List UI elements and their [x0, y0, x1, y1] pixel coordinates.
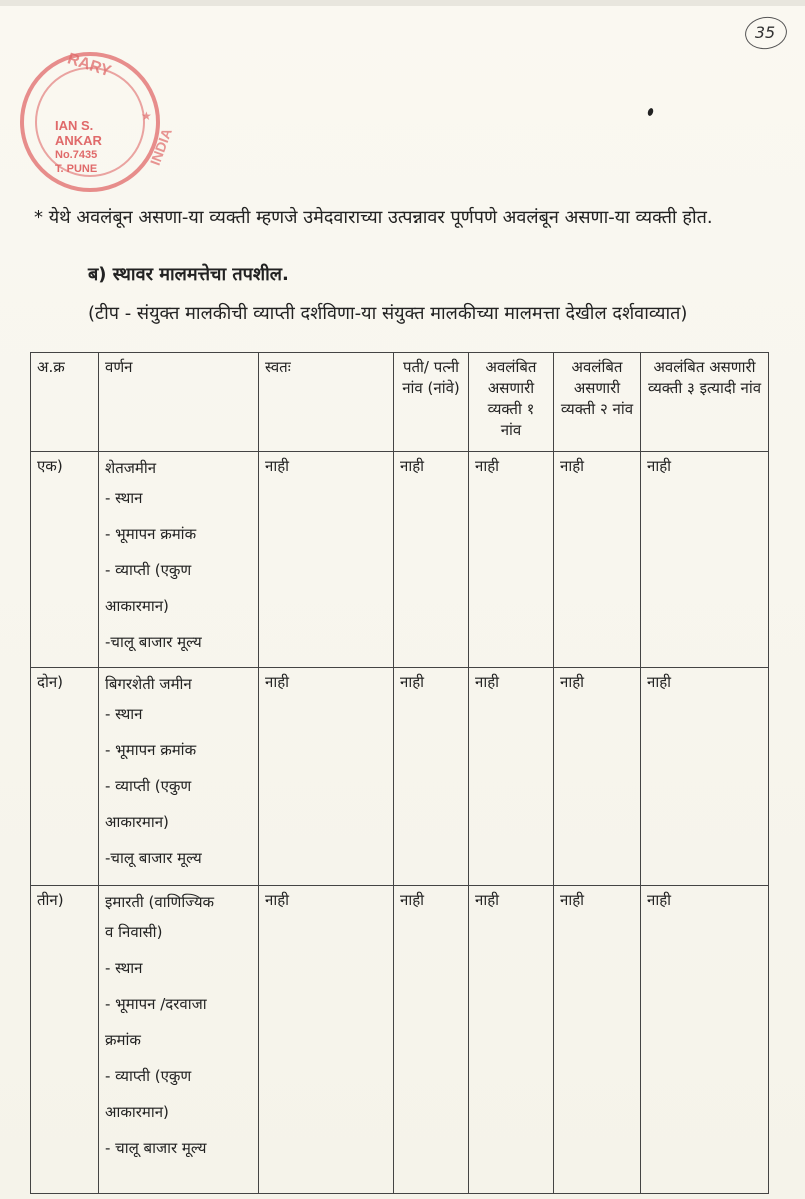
- description-line: - स्थान: [105, 489, 143, 507]
- stamp-line-3: No.7435: [55, 149, 98, 161]
- header-dependent-1: अवलंबित असणारी व्यक्ती १ नांव: [469, 353, 554, 452]
- value-dependent-3: नाही: [641, 668, 769, 886]
- description-line: आकारमान): [105, 1103, 169, 1121]
- description-line: - भूमापन /दरवाजा: [105, 995, 207, 1013]
- page-top-edge: [0, 0, 805, 6]
- header-dependent-2: अवलंबित असणारी व्यक्ती २ नांव: [554, 353, 641, 452]
- footnote: * येथे अवलंबून असणा-या व्यक्ती म्हणजे उमेदवाराच्या उत्पन्नावर पूर्णपणे अवलंबून असणा-या व्यक्ती होत.: [34, 207, 713, 228]
- stamp-line-2: ANKAR: [55, 133, 102, 148]
- table-header-row: [31, 353, 769, 452]
- ink-mark: [647, 107, 654, 116]
- description-line: क्रमांक: [105, 1031, 141, 1049]
- stamp-line-1: IAN S.: [55, 118, 94, 133]
- description-line: बिगरशेती जमीन: [105, 675, 192, 693]
- section-note: (टीप - संयुक्त मालकीची व्याप्ती दर्शविणा-या संयुक्त मालकीच्या मालमत्ता देखील दर्शवाव्यात): [88, 303, 688, 324]
- value-self: नाही: [259, 886, 394, 1194]
- stamp-line-4: T. PUNE: [55, 163, 98, 175]
- description-line: - चालू बाजार मूल्य: [105, 1139, 207, 1157]
- value-self: नाही: [259, 668, 394, 886]
- row-serial: तीन): [31, 886, 99, 1194]
- description-line: - व्याप्ती (एकुण: [105, 777, 192, 795]
- header-self: स्वतः: [259, 353, 394, 452]
- value-spouse: नाही: [394, 452, 469, 668]
- description-line: आकारमान): [105, 597, 169, 615]
- description-line: आकारमान): [105, 813, 169, 831]
- header-serial: अ.क्र: [31, 353, 99, 452]
- row-description: [99, 452, 259, 668]
- value-dependent-1: नाही: [469, 452, 554, 668]
- header-dependent-3: अवलंबित असणारी व्यक्ती ३ इत्यादी नांव: [641, 353, 769, 452]
- row-description: [99, 668, 259, 886]
- description-line: - व्याप्ती (एकुण: [105, 561, 192, 579]
- immovable-assets-table: [30, 352, 769, 1194]
- table-row: [31, 668, 769, 886]
- description-line: इमारती (वाणिज्यिक: [105, 893, 215, 911]
- value-dependent-2: नाही: [554, 886, 641, 1194]
- description-line: - स्थान: [105, 705, 143, 723]
- value-self: नाही: [259, 452, 394, 668]
- description-line: - भूमापन क्रमांक: [105, 741, 197, 759]
- row-description: [99, 886, 259, 1194]
- svg-text:RARY: RARY: [65, 50, 114, 81]
- svg-text:★: ★: [141, 109, 152, 123]
- description-line: - स्थान: [105, 959, 143, 977]
- page-number: 35: [754, 22, 776, 42]
- description-line: - व्याप्ती (एकुण: [105, 1067, 192, 1085]
- description-line: -चालू बाजार मूल्य: [105, 633, 202, 651]
- description-line: - भूमापन क्रमांक: [105, 525, 197, 543]
- header-description: वर्णन: [99, 353, 259, 452]
- description-line: शेतजमीन: [105, 459, 157, 477]
- header-spouse: पती/ पत्नी नांव (नांवे): [394, 353, 469, 452]
- table-row: [31, 452, 769, 668]
- value-dependent-3: नाही: [641, 452, 769, 668]
- value-dependent-3: नाही: [641, 886, 769, 1194]
- row-serial: एक): [31, 452, 99, 668]
- value-dependent-2: नाही: [554, 452, 641, 668]
- table-row: [31, 886, 769, 1194]
- value-spouse: नाही: [394, 668, 469, 886]
- section-heading: ब) स्थावर मालमत्तेचा तपशील.: [88, 264, 289, 285]
- value-spouse: नाही: [394, 886, 469, 1194]
- row-serial: दोन): [31, 668, 99, 886]
- description-line: -चालू बाजार मूल्य: [105, 849, 202, 867]
- value-dependent-2: नाही: [554, 668, 641, 886]
- value-dependent-1: नाही: [469, 668, 554, 886]
- value-dependent-1: नाही: [469, 886, 554, 1194]
- description-line: व निवासी): [105, 923, 163, 941]
- svg-text:INDIA: INDIA: [146, 126, 175, 168]
